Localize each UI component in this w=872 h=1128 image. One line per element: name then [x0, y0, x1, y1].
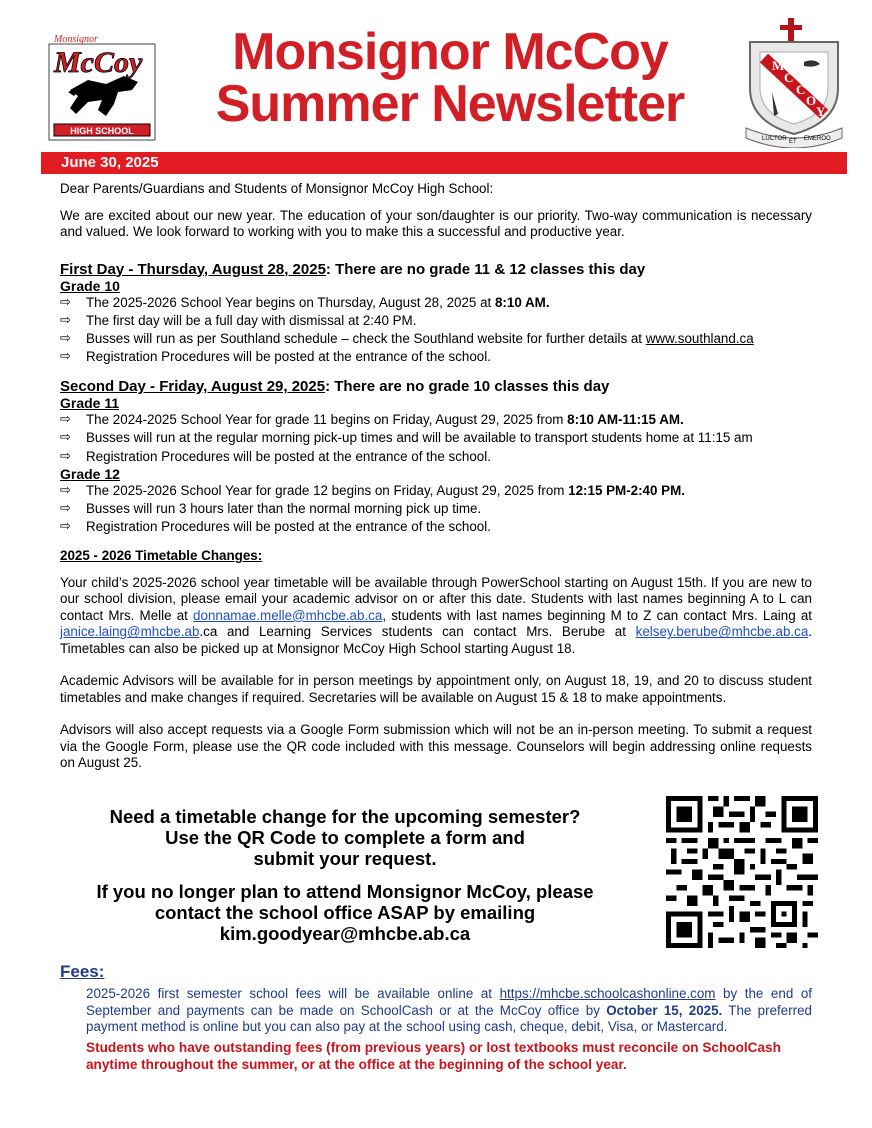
crest-motto-2: ET [789, 139, 797, 145]
arrow-right-icon: ⇨ [60, 294, 71, 310]
list-item: ⇨ The 2025-2026 School Year begins on Thursday, August 28, 2025 at 8:10 AM. [60, 294, 550, 310]
date-bar [41, 152, 847, 174]
fees-heading: Fees: [60, 962, 105, 981]
list-item: ⇨ Busses will run 3 hours later than the normal morning pick up time. [60, 501, 482, 516]
list-item: ⇨ The 2024-2025 School Year for grade 11 begins on Friday, August 29, 2025 from 8:10 AM-11:15 AM. [60, 412, 684, 428]
qr-line-4: If you no longer plan to attend Monsignor McCoy, please [96, 881, 594, 902]
list-item: ⇨ Busses will run at the regular morning pick-up times and will be available to transport students home at 11:15 am [60, 430, 753, 446]
intro-paragraph: We are excited about our new year. The education of your son/daughter is our priority. Two-way communication is necessary and valued. We look forward to working with you to make this a successful and productive year. [60, 207, 812, 239]
arrow-right-icon: ⇨ [60, 412, 71, 428]
fees-paragraph: 2025-2026 first semester school fees will be available online at https://mhcbe.schoolcashonline.com by the end of September and payments can be made on SchoolCash or at the McCoy office by October 15, 2025. The preferred payment method is online but you can also pay at the school using cash, cheque, debit, Visa, or Mastercard. [86, 986, 813, 1034]
email-laing-link[interactable]: janice.laing@mhcbe.ab [60, 624, 200, 640]
logo-top-text: Monsignor [54, 34, 98, 45]
grade-11-heading: Grade 11 [60, 395, 120, 412]
qr-callout [60, 806, 630, 944]
grade-12-heading: Grade 12 [60, 465, 120, 482]
list-item: ⇨ Registration Procedures will be posted at the entrance of the school. [60, 519, 491, 535]
qr-line-5: contact the school office ASAP by emailing [154, 902, 536, 923]
school-crest-logo [742, 18, 846, 148]
timetable-paragraph-2: Academic Advisors will be available for in person meetings by appointment only, on August 18, 19, and 20 to discuss student timetables and make changes if required. Secretaries will be available on August 15 & 18 to make appointments. [60, 673, 812, 705]
arrow-right-icon: ⇨ [60, 501, 71, 516]
arrow-right-icon: ⇨ [60, 312, 71, 328]
crest-letter-4: O [806, 93, 817, 108]
second-day-heading-date: Second Day - Friday, August 29, 2025 [60, 378, 326, 396]
list-item: ⇨ The first day will be a full day with dismissal at 2:40 PM. [60, 312, 417, 328]
list-item: ⇨ Registration Procedures will be posted at the entrance of the school. [60, 448, 491, 464]
arrow-right-icon: ⇨ [60, 482, 71, 498]
qr-code[interactable] [666, 796, 818, 948]
grade-10-heading: Grade 10 [60, 277, 120, 294]
crest-letter-3: C [796, 82, 806, 97]
arrow-right-icon: ⇨ [60, 349, 71, 365]
main-content [60, 181, 812, 772]
timetable-heading: 2025 - 2026 Timetable Changes: [60, 548, 263, 564]
second-day-heading-note: : There are no grade 10 classes this day [325, 378, 610, 396]
list-item: ⇨ Registration Procedures will be posted at the entrance of the school. [60, 349, 491, 365]
timetable-paragraph-3: Advisors will also accept requests via a Google Form submission which will not be an in-person meeting. To submit a request via the Google Form, please use the QR code included with this message. Counselors will begin addressing online requests on August 25. [60, 722, 812, 771]
arrow-right-icon: ⇨ [60, 448, 71, 464]
first-day-heading-date: First Day - Thursday, August 28, 2025 [60, 260, 326, 278]
crest-letter-5: Y [816, 104, 826, 119]
first-day-list [60, 294, 812, 367]
first-day-heading-note: : There are no grade 11 & 12 classes this day [325, 260, 646, 278]
email-berube-link[interactable]: kelsey.berube@mhcbe.ab.ca [635, 624, 809, 640]
newsletter-date: June 30, 2025 [61, 154, 159, 171]
timetable-paragraph-1: Your child’s 2025-2026 school year timetable will be available through PowerSchool starting on August 15th. If you are new to our school division, please email your academic advisor on or after this date. Students with last names beginning A to L can contact Mrs. Melle at donnamae.melle@mhcbe.ab.ca, students with last names beginning M to Z can contact Mrs. Laing at janice.laing@mhcbe.ab.ca and Learning Services students can contact Mrs. Berube at kelsey.berube@mhcbe.ab.ca. Timetables can also be picked up at Monsignor McCoy High School starting August 18. [60, 574, 812, 656]
logo-bottom-text: HIGH SCHOOL [70, 126, 134, 136]
list-item: ⇨ Busses will run as per Southland schedule – check the Southland website for further details at www.southland.ca [60, 330, 754, 346]
title-line-2: Summer Newsletter [215, 75, 685, 133]
fees-warning: Students who have outstanding fees (from previous years) or lost textbooks must reconcile on SchoolCash anytime throughout the summer, or at the office at the beginning of the school year. [86, 1040, 781, 1072]
southland-link[interactable]: www.southland.ca [645, 330, 754, 346]
newsletter-title [170, 23, 730, 133]
qr-line-1: Need a timetable change for the upcoming semester? [109, 806, 581, 827]
crest-motto-1: LUCTOR [762, 136, 787, 142]
grade-12-list [60, 482, 812, 537]
qr-line-3: submit your request. [253, 848, 437, 869]
mccoy-high-school-logo [48, 30, 156, 142]
grade-11-list [60, 411, 812, 466]
email-melle-link[interactable]: donnamae.melle@mhcbe.ab.ca [193, 607, 383, 623]
list-item: ⇨ The 2025-2026 School Year for grade 12 begins on Friday, August 29, 2025 from 12:15 PM-2:40 PM. [60, 482, 685, 498]
crest-letter-2: C [784, 70, 794, 85]
arrow-right-icon: ⇨ [60, 330, 71, 346]
arrow-right-icon: ⇨ [60, 519, 71, 535]
greeting: Dear Parents/Guardians and Students of Monsignor McCoy High School: [60, 181, 494, 196]
newsletter-header [0, 0, 872, 150]
qr-line-2: Use the QR Code to complete a form and [165, 827, 525, 848]
second-day-heading [60, 378, 812, 395]
logo-name-text: McCoy [54, 46, 143, 79]
schoolcash-link[interactable]: https://mhcbe.schoolcashonline.com [499, 986, 716, 1001]
first-day-heading [60, 261, 812, 278]
qr-line-6: kim.goodyear@mhcbe.ab.ca [219, 923, 471, 944]
arrow-right-icon: ⇨ [60, 430, 71, 446]
crest-letter-1: M [772, 58, 785, 73]
crest-motto-3: EMEROO [804, 136, 831, 142]
title-line-1: Monsignor McCoy [232, 23, 668, 81]
